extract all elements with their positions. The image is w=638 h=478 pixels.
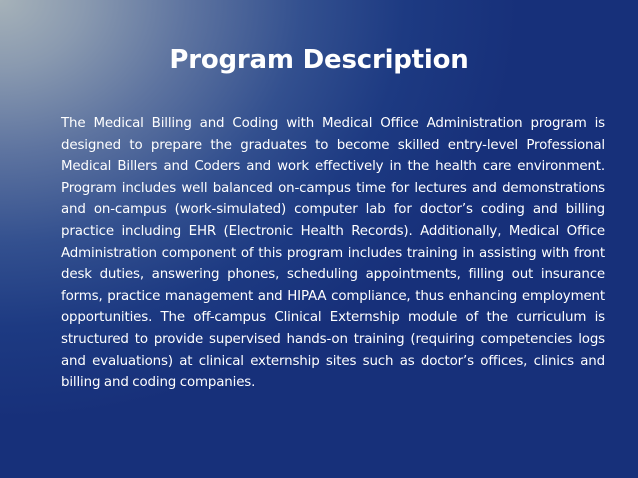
- program-description-text: The Medical Billing and Coding with Medical Office Administration program is designed to prepare the graduates to become skilled entry-level Professional Medical Billers and Coders and work effectively in the health care environment. Program includes well balanced on-campus time for lectures and demonstrations and on-campus (work-simulated) computer lab for doctor’s coding and billing practice including EHR (Electronic Health Records). Additionally, Medical Office Administration component of this program includes training in assisting with front desk duties, answering phones, scheduling appointments, filling out insurance forms, practice management and HIPAA compliance, thus enhancing employment opportunities. The off-campus Clinical Externship module of the curriculum is structured to provide supervised hands-on training (requiring competencies logs and evaluations) at clinical externship sites such as doctor’s offices, clinics and billing and coding companies.: [61, 116, 605, 391]
- slide-title: Program Description: [169, 45, 469, 75]
